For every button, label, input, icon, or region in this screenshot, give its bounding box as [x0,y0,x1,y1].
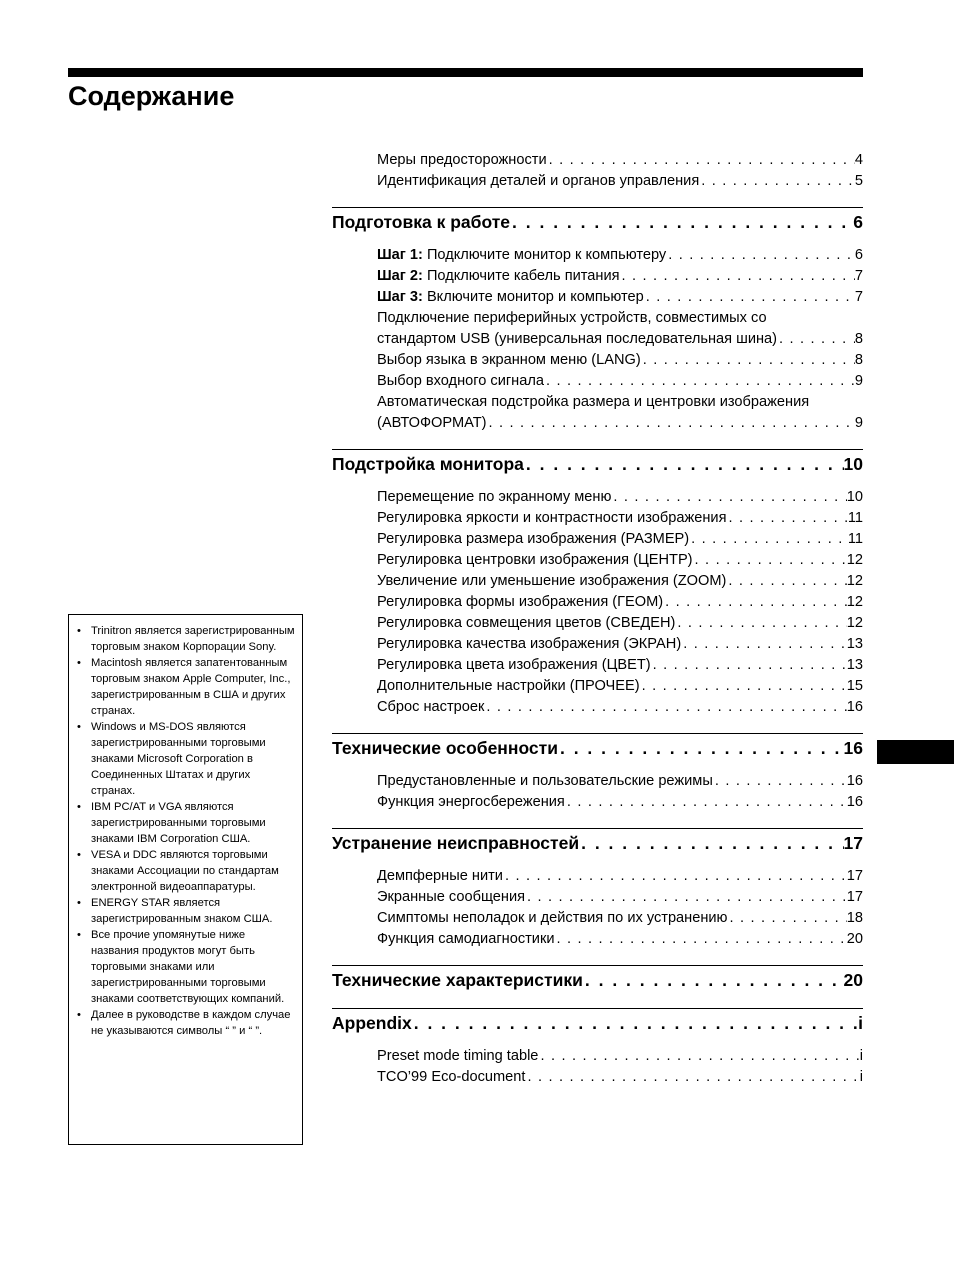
toc-entry[interactable] [377,150,863,171]
toc-section-title: Подготовка к работе [332,212,511,232]
toc-entry-title-line1: Автоматическая подстройка размера и центровки изображения [377,394,810,410]
toc-entry-title-text: Выбор входного сигнала [377,373,544,389]
toc-entry[interactable] [377,634,863,655]
toc-section [332,1008,863,1088]
toc-entry-page: 16 [846,773,863,789]
toc-section-title: Appendix [332,1013,412,1033]
toc-entry-title-text: Экранные сообщения [377,889,526,905]
toc-entry-title [377,908,728,929]
dot-leader [681,634,847,655]
toc-entry-page: 20 [846,931,863,947]
toc-entry-title-text: Сброс настроек [377,699,485,715]
toc-section-page: 20 [843,970,863,990]
dot-leader [640,676,847,697]
toc-entry-title [377,508,726,529]
dot-leader [555,929,847,950]
toc-entry[interactable] [377,287,863,308]
toc-entry-row [377,413,863,434]
dot-leader [726,571,846,592]
toc-entry-title [377,487,611,508]
toc-entry-title [377,613,675,634]
toc-entry-title [377,634,681,655]
toc-entry-title-text: Меры предосторожности [377,152,547,168]
dot-leader [641,350,855,371]
toc-entry-page: 13 [846,636,863,652]
dot-leader [503,866,847,887]
toc-entry-title [377,676,640,697]
dot-leader [644,287,855,308]
dot-leader [538,1046,859,1067]
toc-entry-step-label: Шаг 2: [377,268,423,284]
toc-entry-title [377,1067,525,1088]
dot-leader [689,529,848,550]
toc-section [332,828,863,950]
toc-entry-title-text: Регулировка качества изображения (ЭКРАН) [377,636,682,652]
toc-entry-title-text: (АВТОФОРМАТ) [377,415,487,431]
toc-entry-title-text: Предустановленные и пользовательские режимы [377,773,713,789]
toc-entry-title [377,592,663,613]
toc-entry-page: 4 [854,152,863,168]
trademark-notes-list [75,623,296,1039]
dot-leader [693,550,847,571]
dot-leader [525,1067,859,1088]
toc-entry-title-text: TCO’99 Eco-document [377,1069,526,1085]
toc-entry-title-text: Регулировка совмещения цветов (СВЕДЕН) [377,615,676,631]
toc-entry-page: 11 [847,510,863,526]
toc-entry-step-label: Шаг 1: [377,247,423,263]
toc-entry[interactable] [377,371,863,392]
toc-entry-title-text: Симптомы неполадок и действия по их устранению [377,910,728,926]
toc-entry-page: 7 [854,268,863,284]
toc-entry[interactable] [377,487,863,508]
toc-entry-title-text: Функция самодиагностики [377,931,555,947]
trademark-note: • Все прочие упомянутые ниже названия продуктов могут быть торговыми знаками или зарегистрированными торговыми знаками соответствующих компаний. [75,927,296,1007]
toc-entry-title-text: Регулировка яркости и контрастности изображения [377,510,727,526]
toc-entry[interactable] [377,655,863,676]
toc-entry[interactable] [377,529,863,550]
toc-entry-title-text: Preset mode timing table [377,1048,539,1064]
toc-entry-title-text: Регулировка формы изображения (ГЕОМ) [377,594,664,610]
trademark-note: • ENERGY STAR является зарегистрированным знаком США. [75,895,296,927]
dot-leader [583,967,844,993]
toc-entry-title [377,529,689,550]
toc-section-items [332,771,863,813]
trademark-note: • VESA и DDC являются торговыми знаками Ассоциации по стандартам электронной видеоаппаратуры. [75,847,296,895]
dot-leader [525,887,847,908]
toc-entry-title [377,171,699,192]
toc-entry-title [377,929,555,950]
dot-leader [547,150,855,171]
trademark-note: • Windows и MS-DOS являются зарегистрированными торговыми знаками Microsoft Corporation в Соединенных Штатах и других странах. [75,719,296,799]
toc-section-heading[interactable] [332,967,863,993]
toc-entry-title [377,150,547,171]
toc-entry-title-text: Функция энергосбережения [377,794,565,810]
toc-entry-page: 9 [854,415,863,431]
toc-entry-title [377,887,525,908]
toc-section-title: Устранение неисправностей [332,833,580,853]
toc-entry[interactable] [377,676,863,697]
toc-entry-page: 5 [854,173,863,189]
toc-entry-title-text: Дополнительные настройки (ПРОЧЕЕ) [377,678,640,694]
toc-entry[interactable] [377,1046,863,1067]
toc-entry-title-text: Регулировка цвета изображения (ЦВЕТ) [377,657,651,673]
toc-entry-title [377,697,484,718]
dot-leader [777,329,855,350]
toc-section-page: 6 [853,212,863,232]
dot-leader [487,413,855,434]
toc-entry[interactable] [377,613,863,634]
trademark-note: • IBM PC/AT и VGA являются зарегистрированными торговыми знаками IBM Corporation США. [75,799,296,847]
toc-entry[interactable] [377,571,863,592]
toc-section-items [332,866,863,950]
toc-entry-title-text: Регулировка размера изображения (РАЗМЕР) [377,531,690,547]
toc-entry[interactable] [377,771,863,792]
toc-section-title: Технические особенности [332,738,558,758]
toc-section-page: 17 [843,833,863,853]
toc-entry-page: 12 [846,594,863,610]
toc-entry-page: 10 [846,489,863,505]
toc-section-heading[interactable] [332,830,863,856]
toc-entry-page: 12 [846,573,863,589]
toc-entry-title-line1: Подключение периферийных устройств, совместимых со [377,310,767,326]
dot-leader [412,1010,858,1036]
toc-entry-page: 17 [846,889,863,905]
toc-entry[interactable] [377,929,863,950]
toc-section-heading[interactable] [332,451,863,477]
dot-leader [675,613,846,634]
toc-entry-page: 15 [846,678,863,694]
toc-section-heading[interactable] [332,209,863,235]
dot-leader [713,771,847,792]
toc-entry-title-text: Регулировка центровки изображения (ЦЕНТР) [377,552,693,568]
toc-entry-page: 8 [854,331,863,347]
toc-entry-title [377,571,726,592]
toc-sections [332,207,863,1088]
toc-entry-title-text: Увеличение или уменьшение изображения (ZOOM) [377,573,727,589]
trademark-note: • Trinitron является зарегистрированным торговым знаком Корпорации Sony. [75,623,296,655]
dot-leader [651,655,847,676]
toc-intro [332,150,863,192]
toc-entry-page: i [859,1069,863,1085]
dot-leader [620,266,855,287]
toc-entry-page: 9 [854,373,863,389]
dot-leader [666,245,855,266]
page-title: Содержание [68,81,235,111]
toc-section-page: 10 [843,454,863,474]
toc-entry-title [377,792,565,813]
dot-leader [484,697,846,718]
toc-entry[interactable] [377,866,863,887]
toc-entry-title-text: Подключите монитор к компьютеру [422,247,667,263]
toc-section-items [332,1046,863,1088]
trademark-note: • Далее в руководстве в каждом случае не указываются символы “ ” и “ ”. [75,1007,296,1039]
toc-entry[interactable] [377,308,863,350]
toc-entry-title-text: Демпферные нити [377,868,503,884]
toc-section [332,449,863,718]
toc-entry[interactable] [377,392,863,434]
toc-entry-page: 7 [854,289,863,305]
toc-section-page: 16 [843,738,863,758]
dot-leader [728,908,847,929]
header-rule [68,68,863,77]
toc-entry-page: 6 [854,247,863,263]
dot-leader [579,830,843,856]
toc-entry[interactable] [377,592,863,613]
dot-leader [565,792,847,813]
toc-entry-title-text: Выбор языка в экранном меню (LANG) [377,352,641,368]
toc-entry-title [377,266,620,287]
toc-entry[interactable] [377,350,863,371]
toc-entry-title-text: Включите монитор и компьютер [422,289,644,305]
toc-section-items [332,487,863,718]
toc-entry[interactable] [377,908,863,929]
trademark-note: • Macintosh является запатентованным торговым знаком Apple Computer, Inc., зарегистрированным в США и других странах. [75,655,296,719]
toc-entry-title-text: стандартом USB (универсальная последовательная шина) [377,331,778,347]
toc-entry-title [377,866,503,887]
toc-entry-page: 12 [846,552,863,568]
dot-leader [663,592,847,613]
toc-section-heading[interactable] [332,735,863,761]
dot-leader [558,735,844,761]
table-of-contents [332,150,863,1088]
toc-entry-page: 16 [846,794,863,810]
toc-entry[interactable] [377,508,863,529]
toc-section-page: i [858,1013,863,1033]
dot-leader [524,451,844,477]
dot-leader [726,508,847,529]
toc-entry-title [377,1046,538,1067]
dot-leader [544,371,855,392]
dot-leader [510,209,853,235]
toc-entry-page: 12 [846,615,863,631]
toc-entry-page: 16 [846,699,863,715]
dot-leader [611,487,846,508]
toc-entry[interactable] [377,171,863,192]
toc-entry-step-label: Шаг 3: [377,289,423,305]
toc-entry[interactable] [377,887,863,908]
toc-entry-title [377,655,651,676]
toc-entry-title-text: Идентификация деталей и органов управления [377,173,700,189]
toc-section-title: Технические характеристики [332,970,583,990]
toc-entry-page: 8 [854,352,863,368]
toc-entry-page: 13 [846,657,863,673]
toc-section-title: Подстройка монитора [332,454,524,474]
toc-entry-title-text: Перемещение по экранному меню [377,489,612,505]
toc-entry-title [377,413,487,434]
toc-entry-title [377,771,713,792]
toc-entry-page: 18 [846,910,863,926]
toc-entry-title [377,287,644,308]
toc-entry-title [377,245,666,266]
toc-entry-page: 17 [846,868,863,884]
toc-entry-title [377,350,641,371]
toc-entry-title [377,550,693,571]
toc-entry[interactable] [377,266,863,287]
toc-entry-row [377,329,863,350]
toc-entry-page: 11 [847,531,863,547]
toc-entry-title [377,329,777,350]
toc-section-heading[interactable] [332,1010,863,1036]
toc-entry-title-text: Подключите кабель питания [422,268,620,284]
toc-section [332,733,863,813]
toc-entry-title [377,371,544,392]
toc-entry[interactable] [377,792,863,813]
trademark-notes-box [68,614,303,1145]
toc-section [332,965,863,993]
toc-entry-page: i [859,1048,863,1064]
toc-entry[interactable] [377,550,863,571]
toc-entry[interactable] [377,1067,863,1088]
dot-leader [699,171,855,192]
toc-section [332,207,863,434]
toc-section-items [332,245,863,434]
toc-entry[interactable] [377,245,863,266]
toc-entry[interactable] [377,697,863,718]
section-thumb-tab [877,740,954,764]
